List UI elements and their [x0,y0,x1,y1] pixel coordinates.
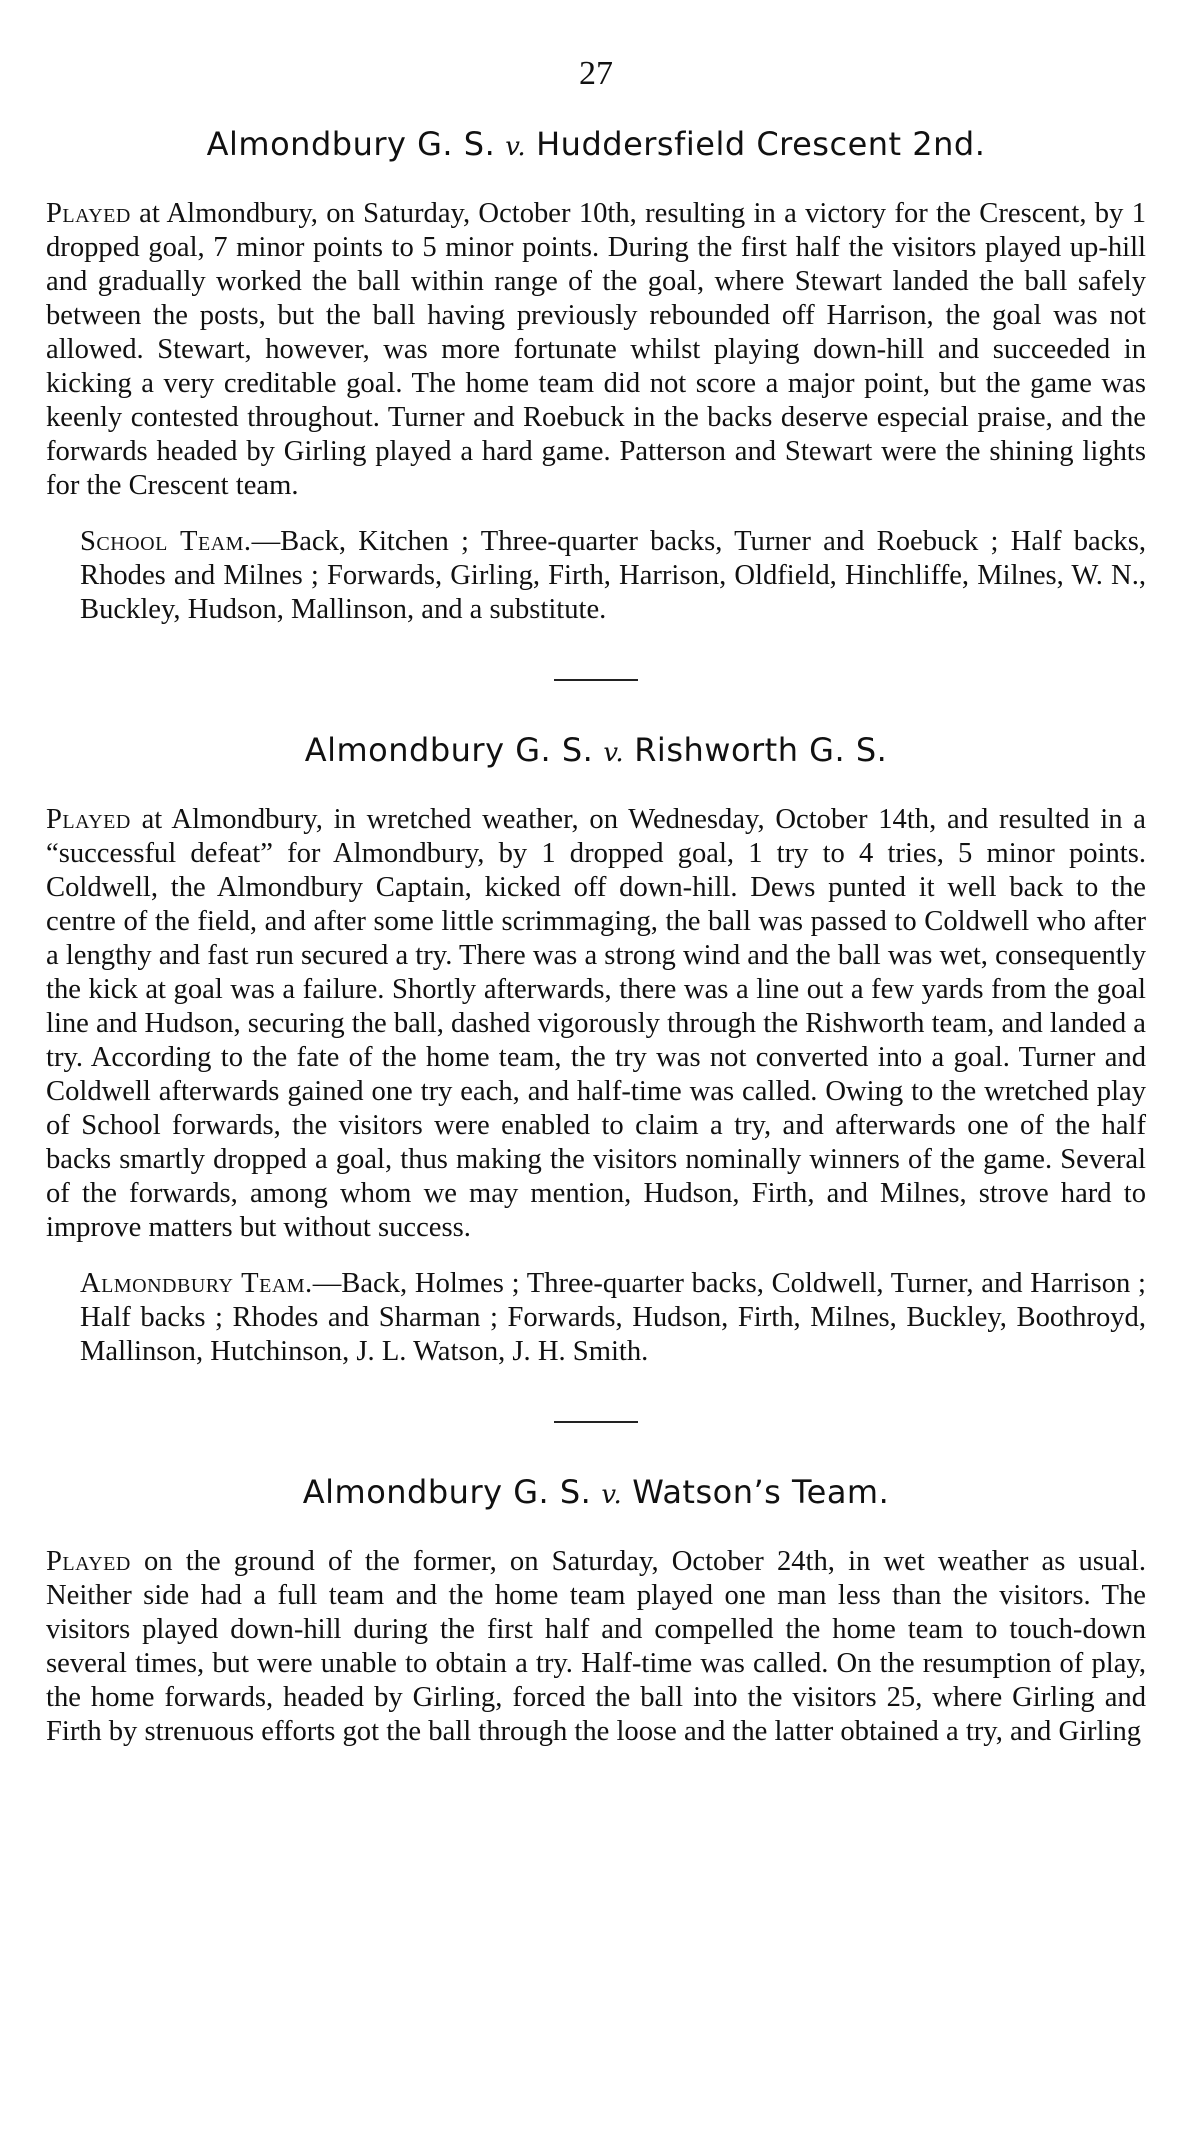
team-list-paragraph [46,525,1146,627]
team-lead-label: Almondbury Team. [80,1268,313,1299]
report-lead-word: Played [46,1546,131,1577]
match-report-paragraph [46,197,1146,503]
away-team-title: Watson’s Team. [632,1473,890,1511]
team-list-paragraph [46,1267,1146,1369]
away-team-title: Huddersfield Crescent 2nd. [536,125,986,163]
match-report-paragraph [46,1545,1146,1749]
page-number: 27 [579,55,613,92]
versus-label: v. [601,1480,623,1510]
team-lead-label: School Team. [80,526,252,557]
match-heading [46,1473,1146,1511]
match-heading [46,125,1146,163]
match-report-crescent [46,125,1146,627]
match-report-rishworth [46,731,1146,1369]
versus-label: v. [505,132,527,162]
team-text: —Back, Kitchen ; Three-quarter backs, Turner and Roebuck ; Half backs, Rhodes and Milnes ; Forwards, Girling, Firth, Harrison, Oldfield, Hinchliffe, Milnes, W. N., Buckley, Hudson, Mallinson, and a substitute. [80,526,1147,625]
section-divider [554,679,638,681]
report-lead-word: Played [46,804,131,835]
match-heading [46,731,1146,769]
section-divider [554,1421,638,1423]
report-text: at Almondbury, on Saturday, October 10th, resulting in a victory for the Crescent, by 1 dropped goal, 7 minor points to 5 minor points. During the first half the visitors played up-hill and gradually worked the ball within range of the goal, where Stewart landed the ball safely between the posts, but the ball having previously rebounded off Harrison, the goal was not allowed. Stewart, however, was more fortunate whilst playing down-hill and succeeded in kicking a very creditable goal. The home team did not score a major point, but the game was keenly contested throughout. Turner and Roebuck in the backs deserve especial praise, and the forwards headed by Girling played a hard game. Patterson and Stewart were the shining lights for the Crescent team. [46,198,1146,501]
versus-label: v. [603,738,625,768]
home-team-title: Almondbury G. S. [206,125,496,163]
report-text: at Almondbury, in wretched weather, on Wednesday, October 14th, and resulted in a “successful defeat” for Almondbury, by 1 dropped goal, 1 try to 4 tries, 5 minor points. Coldwell, the Almondbury Captain, kicked off down-hill. Dews punted it well back to the centre of the field, and after some little scrimmaging, the ball was passed to Coldwell who after a lengthy and fast run secured a try. There was a strong wind and the ball was wet, consequently the kick at goal was a failure. Shortly afterwards, there was a line out a few yards from the goal line and Hudson, securing the ball, dashed vigorously through the Rishworth team, and landed a try. According to the fate of the home team, the try was not converted into a goal. Turner and Coldwell afterwards gained one try each, and half-time was called. Owing to the wretched play of School forwards, the visitors were enabled to claim a try, and afterwards one of the half backs smartly dropped a goal, thus making the visitors nominally winners of the game. Several of the forwards, among whom we may mention, Hudson, Firth, and Milnes, strove hard to improve matters but without success. [46,804,1146,1243]
report-lead-word: Played [46,198,131,229]
home-team-title: Almondbury G. S. [302,1473,592,1511]
away-team-title: Rishworth G. S. [634,731,888,769]
report-text: on the ground of the former, on Saturday, October 24th, in wet weather as usual. Neither side had a full team and the home team played one man less than the visitors. The visitors played down-hill during the first half and compelled the home team to touch-down several times, but were unable to obtain a try. Half-time was called. On the resumption of play, the home forwards, headed by Girling, forced the ball into the visitors 25, where Girling and Firth by strenuous efforts got the ball through the loose and the latter obtained a try, and Girling [46,1546,1146,1747]
page [46,55,1146,1749]
home-team-title: Almondbury G. S. [304,731,594,769]
team-text: —Back, Holmes ; Three-quarter backs, Coldwell, Turner, and Harrison ; Half backs ; Rhodes and Sharman ; Forwards, Hudson, Firth, Milnes, Buckley, Boothroyd, Mallinson, Hutchinson, J. L. Watson, J. H. Smith. [80,1268,1146,1367]
match-report-paragraph [46,803,1146,1245]
match-report-watson [46,1473,1146,1749]
